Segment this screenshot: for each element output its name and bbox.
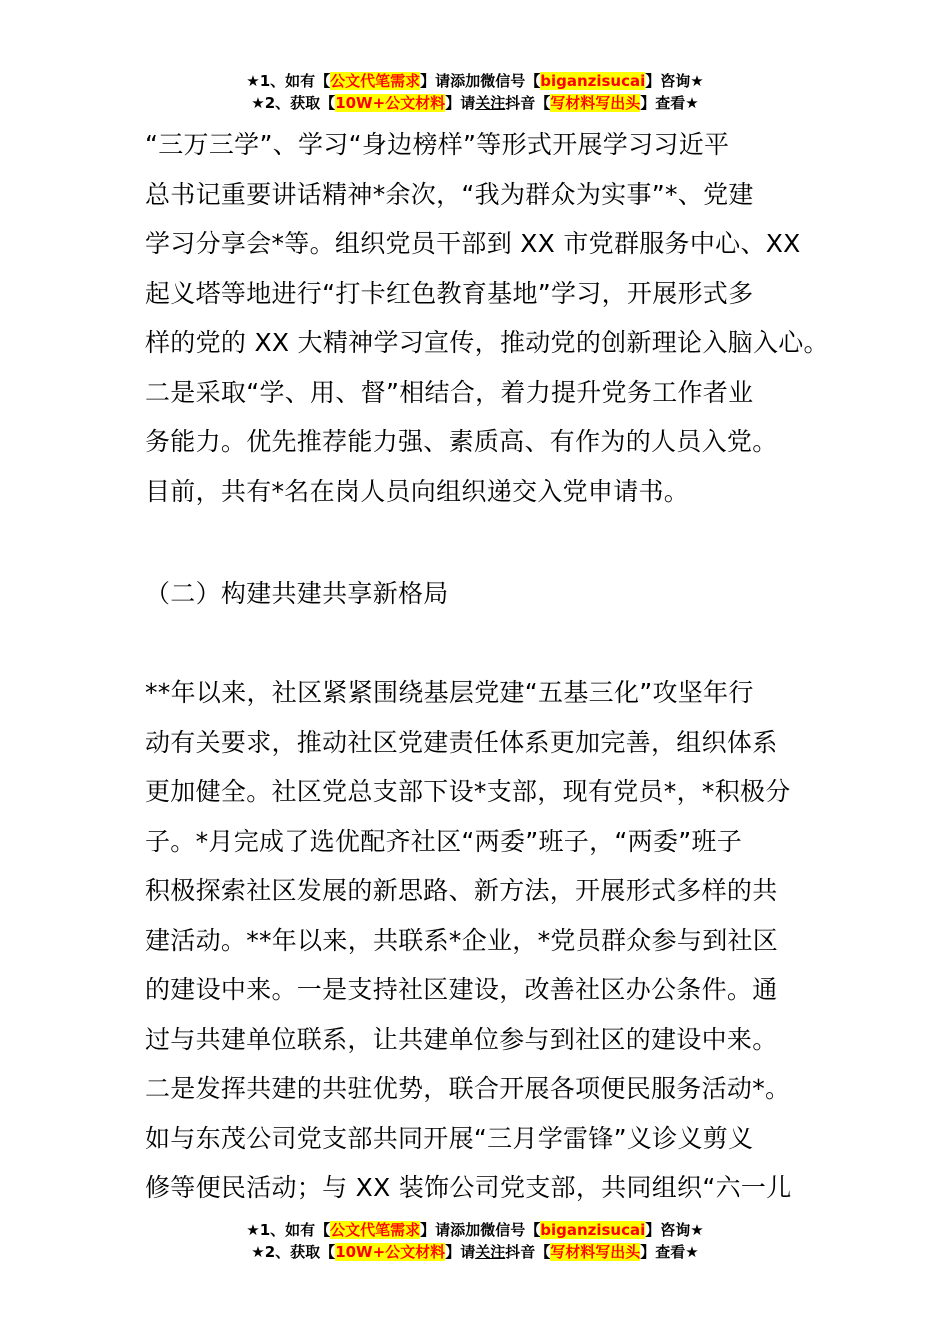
banner-text: 】请 [445, 94, 476, 112]
text-line: 修等便民活动；与 XX 装饰公司党支部，共同组织“六一儿 [145, 1173, 792, 1202]
banner-line-2 [0, 1241, 950, 1263]
text-line: 如与东茂公司党支部共同开展“三月学雷锋”义诊义剪义 [145, 1123, 754, 1153]
banner-highlight: 10W+公文材料 [335, 94, 446, 112]
text-line: 起义塔等地进行“打卡红色教育基地”学习，开展形式多 [145, 278, 754, 308]
text-line: **年以来，社区紧紧围绕基层党建“五基三化”攻坚年行 [145, 678, 754, 707]
section-heading [145, 569, 825, 619]
text-line: 务能力。优先推荐能力强、素质高、有作为的人员入党。 [145, 427, 778, 456]
banner-text: 微信号【 [480, 1221, 541, 1239]
banner-text: ★1、如有【 [246, 72, 331, 90]
banner-highlight: 10W+公文材料 [335, 1243, 446, 1261]
banner-text: 抖音【 [505, 94, 551, 112]
text-line: 学习分享会*等。组织党员干部到 XX 市党群服务中心、XX [145, 229, 801, 258]
text-line: 子。*月完成了选优配齐社区“两委”班子，“两委”班子 [145, 826, 743, 856]
banner-text: 微信号【 [480, 72, 541, 90]
banner-emphasis: 加 [465, 1221, 481, 1239]
banner-line-2 [0, 92, 950, 114]
text-line: 动有关要求，推动社区党建责任体系更加完善，组织体系 [145, 727, 778, 757]
text-line: 的建设中来。一是支持社区建设，改善社区办公条件。通 [145, 975, 778, 1004]
text-line: 建活动。**年以来，共联系*企业，*党员群众参与到社区 [145, 925, 779, 955]
banner-text: ★1、如有【 [246, 1221, 331, 1239]
footer-banner [0, 1219, 950, 1263]
text-line: 积极探索社区发展的新思路、新方法，开展形式多样的共 [145, 876, 778, 905]
banner-text: 】查看★ [640, 94, 699, 112]
text-line: 过与共建单位联系，让共建单位参与到社区的建设中来。 [145, 1024, 778, 1054]
banner-emphasis: 关注 [475, 94, 506, 112]
banner-text: 】请添 [420, 72, 466, 90]
text-line: 更加健全。社区党总支部下设*支部，现有党员*，*积极分 [145, 777, 791, 806]
text-line: 二是发挥共建的共驻优势，联合开展各项便民服务活动*。 [145, 1074, 791, 1103]
banner-text: ★2、获取【 [251, 94, 336, 112]
paragraph-2 [145, 668, 825, 1213]
banner-line-1 [0, 70, 950, 92]
text-line: 总书记重要讲话精神*余次，“我为群众为实事”*、党建 [145, 179, 754, 209]
banner-highlight: 写材料写出头 [550, 1243, 641, 1261]
banner-text: 】查看★ [640, 1243, 699, 1261]
banner-highlight: biganzisucai [540, 72, 646, 90]
text-line: 样的党的 XX 大精神学习宣传，推动党的创新理论入脑入心。 [145, 328, 829, 357]
banner-emphasis: 加 [465, 72, 481, 90]
banner-highlight: 公文代笔需求 [330, 72, 421, 90]
banner-text: 】请 [445, 1243, 476, 1261]
banner-emphasis: 关注 [475, 1243, 506, 1261]
banner-text: 】咨询★ [645, 72, 704, 90]
text-line: 二是采取“学、用、督”相结合，着力提升党务工作者业 [145, 377, 754, 407]
banner-text: 】咨询★ [645, 1221, 704, 1239]
heading-text: （二）构建共建共享新格局 [145, 579, 449, 608]
header-banner [0, 70, 950, 114]
banner-text: 】请添 [420, 1221, 466, 1239]
banner-highlight: 写材料写出头 [550, 94, 641, 112]
banner-line-1 [0, 1219, 950, 1241]
text-line: 目前，共有*名在岗人员向组织递交入党申请书。 [145, 476, 690, 506]
banner-highlight: biganzisucai [540, 1221, 646, 1239]
banner-text: 抖音【 [505, 1243, 551, 1261]
banner-text: ★2、获取【 [251, 1243, 336, 1261]
banner-highlight: 公文代笔需求 [330, 1221, 421, 1239]
text-line: “三万三学”、学习“身边榜样”等形式开展学习习近平 [145, 130, 730, 159]
paragraph-1 [145, 120, 829, 516]
